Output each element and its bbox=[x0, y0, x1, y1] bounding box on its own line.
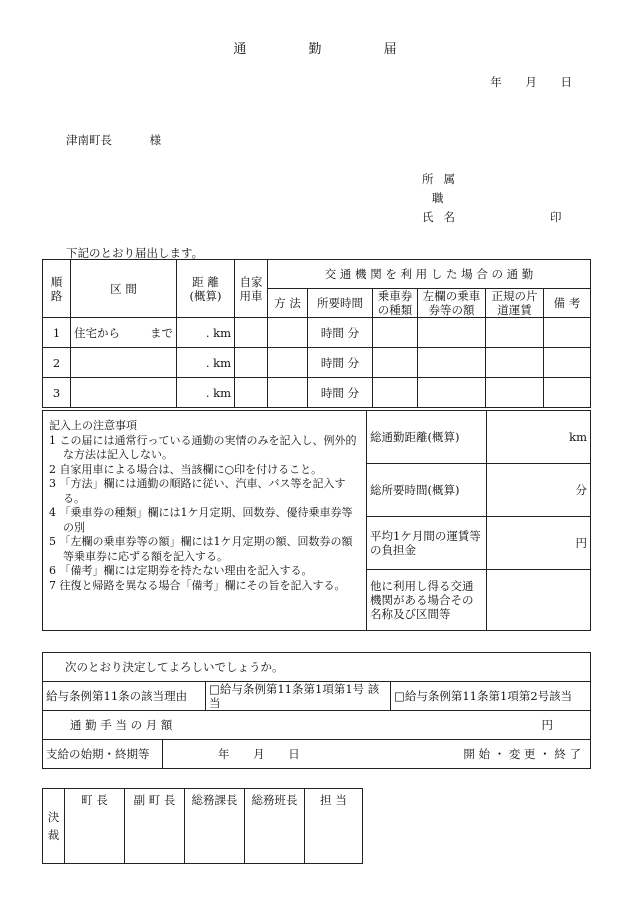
summary-label-other: 他に利用し得る交通機関がある場合その名称及び区間等 bbox=[367, 570, 487, 631]
addressee-suffix: 様 bbox=[149, 133, 162, 147]
ticket-type-cell[interactable] bbox=[373, 318, 418, 348]
addressee bbox=[66, 132, 161, 148]
ticket-type-cell[interactable] bbox=[373, 378, 418, 408]
car-cell[interactable] bbox=[235, 318, 268, 348]
decision-table bbox=[42, 652, 591, 769]
period-label: 支給の始期・終期等 bbox=[43, 740, 163, 769]
approval-table bbox=[42, 788, 363, 864]
car-cell[interactable] bbox=[235, 378, 268, 408]
ticket-amount-cell[interactable] bbox=[418, 348, 486, 378]
allowance-row[interactable] bbox=[43, 711, 591, 740]
distance-cell[interactable]: . km bbox=[177, 378, 235, 408]
section-from: 住宅から bbox=[74, 325, 120, 340]
remarks-cell[interactable] bbox=[544, 318, 591, 348]
car-cell[interactable] bbox=[235, 348, 268, 378]
summary-value-distance[interactable]: km bbox=[487, 411, 591, 464]
seal-mark: 印 bbox=[550, 210, 562, 224]
period-row[interactable] bbox=[163, 740, 591, 769]
intro-text: 下記のとおり届出します。 bbox=[66, 246, 204, 260]
approval-division-chief[interactable]: 総務課長 bbox=[185, 789, 245, 856]
notes-summary-table bbox=[42, 410, 591, 631]
remarks-cell[interactable] bbox=[544, 348, 591, 378]
section-cell[interactable] bbox=[71, 378, 177, 408]
section-cell[interactable] bbox=[71, 318, 177, 348]
method-cell[interactable] bbox=[268, 318, 308, 348]
name-label: 氏名 bbox=[422, 210, 465, 224]
header-time: 所要時間 bbox=[308, 289, 373, 318]
summary-value-fare[interactable]: 円 bbox=[487, 517, 591, 570]
remarks-cell[interactable] bbox=[544, 378, 591, 408]
note-item: 2 自家用車による場合は、当該欄に○印を付けること。 bbox=[49, 462, 323, 476]
table-row bbox=[43, 378, 591, 408]
approval-label: 決裁 bbox=[43, 789, 65, 864]
approval-pad bbox=[125, 855, 185, 864]
summary-label-fare: 平均1ケ月間の運賃等の負担金 bbox=[367, 517, 487, 570]
header-car: 自家用車 bbox=[235, 260, 268, 318]
approval-pad bbox=[305, 855, 363, 864]
fare-cell[interactable] bbox=[486, 348, 544, 378]
approval-staff[interactable]: 担 当 bbox=[305, 789, 363, 856]
summary-label-distance: 総通勤距離(概算) bbox=[367, 411, 487, 464]
note-item: 4 「乗車券の種類」欄には1ケ月定期、回数券、優待乗車券等の別 bbox=[49, 506, 353, 534]
reason-label: 給与条例第11条の該当理由 bbox=[43, 682, 206, 711]
commute-route-table bbox=[42, 259, 591, 408]
header-remarks: 備 考 bbox=[544, 289, 591, 318]
header-section: 区 間 bbox=[71, 260, 177, 318]
approval-team-chief[interactable]: 総務班長 bbox=[245, 789, 305, 856]
section-cell[interactable] bbox=[71, 348, 177, 378]
form-title: 通 勤 届 bbox=[233, 42, 397, 57]
header-distance-sub: (概算) bbox=[189, 288, 222, 303]
note-item: 7 往復と帰路を異なる場合「備考」欄にその旨を記入する。 bbox=[49, 578, 346, 592]
option-1[interactable]: □給与条例第11条第1項第1号 該当 bbox=[206, 682, 391, 711]
post-label: 職 bbox=[432, 191, 444, 205]
period-status: 開 始 ・ 変 更 ・ 終 了 bbox=[463, 747, 581, 761]
section-to: まで bbox=[150, 325, 173, 340]
summary-value-time[interactable]: 分 bbox=[487, 464, 591, 517]
option-2[interactable]: □給与条例第11条第1項第2号該当 bbox=[391, 682, 591, 711]
method-cell[interactable] bbox=[268, 378, 308, 408]
approval-pad bbox=[65, 855, 125, 864]
header-transit-group: 交 通 機 関 を 利 用 し た 場 合 の 通 勤 bbox=[268, 260, 591, 289]
approval-pad bbox=[245, 855, 305, 864]
header-order: 順路 bbox=[43, 260, 71, 318]
addressee-name: 津南町長 bbox=[66, 133, 112, 147]
fare-cell[interactable] bbox=[486, 378, 544, 408]
distance-cell[interactable]: . km bbox=[177, 318, 235, 348]
note-item: 6 「備考」欄には定期券を持たない理由を記入する。 bbox=[49, 564, 313, 577]
header-ticket-amount: 左欄の乗車券等の額 bbox=[418, 289, 486, 318]
row-number: 2 bbox=[43, 348, 71, 378]
applicant-block bbox=[422, 170, 582, 227]
time-cell[interactable]: 時間 分 bbox=[308, 378, 373, 408]
allowance-unit: 円 bbox=[541, 718, 553, 732]
name-line bbox=[422, 208, 582, 227]
approval-vice-mayor[interactable]: 副 町 長 bbox=[125, 789, 185, 856]
ticket-type-cell[interactable] bbox=[373, 348, 418, 378]
table-row bbox=[43, 348, 591, 378]
ticket-amount-cell[interactable] bbox=[418, 378, 486, 408]
header-method: 方 法 bbox=[268, 289, 308, 318]
fare-cell[interactable] bbox=[486, 318, 544, 348]
notes-block bbox=[43, 411, 367, 631]
approval-pad bbox=[185, 855, 245, 864]
approval-mayor[interactable]: 町 長 bbox=[65, 789, 125, 856]
period-date: 年 月 日 bbox=[218, 747, 300, 761]
header-distance-label: 距 離 bbox=[192, 274, 219, 289]
ticket-amount-cell[interactable] bbox=[418, 318, 486, 348]
row-number: 3 bbox=[43, 378, 71, 408]
note-item: 3 「方法」欄には通勤の順路に従い、汽車、バス等を記入する。 bbox=[49, 477, 346, 505]
affiliation-label: 所属 bbox=[422, 172, 465, 186]
row-number: 1 bbox=[43, 318, 71, 348]
table-row bbox=[43, 318, 591, 348]
header-ticket-type: 乗車券の種類 bbox=[373, 289, 418, 318]
time-cell[interactable]: 時間 分 bbox=[308, 348, 373, 378]
header-distance bbox=[177, 260, 235, 318]
header-fare: 正規の片道運賃 bbox=[486, 289, 544, 318]
allowance-label: 通 勤 手 当 の 月 額 bbox=[70, 718, 173, 732]
method-cell[interactable] bbox=[268, 348, 308, 378]
decision-prompt: 次のとおり決定してよろしいでしょうか。 bbox=[43, 653, 591, 682]
note-item: 5 「左欄の乗車券等の額」欄には1ケ月定期の額、回数券の額等乗車券に応ずる額を記入する。 bbox=[49, 535, 353, 563]
distance-cell[interactable]: . km bbox=[177, 348, 235, 378]
summary-value-other[interactable] bbox=[487, 570, 591, 631]
time-cell[interactable]: 時間 分 bbox=[308, 318, 373, 348]
notes-title: 記入上の注意事項 bbox=[49, 419, 137, 432]
date-line: 年 月 日 bbox=[490, 75, 572, 89]
note-item: 1 この届には通常行っている通勤の実情のみを記入し、例外的な方法は記入しない。 bbox=[49, 433, 357, 461]
summary-label-time: 総所要時間(概算) bbox=[367, 464, 487, 517]
